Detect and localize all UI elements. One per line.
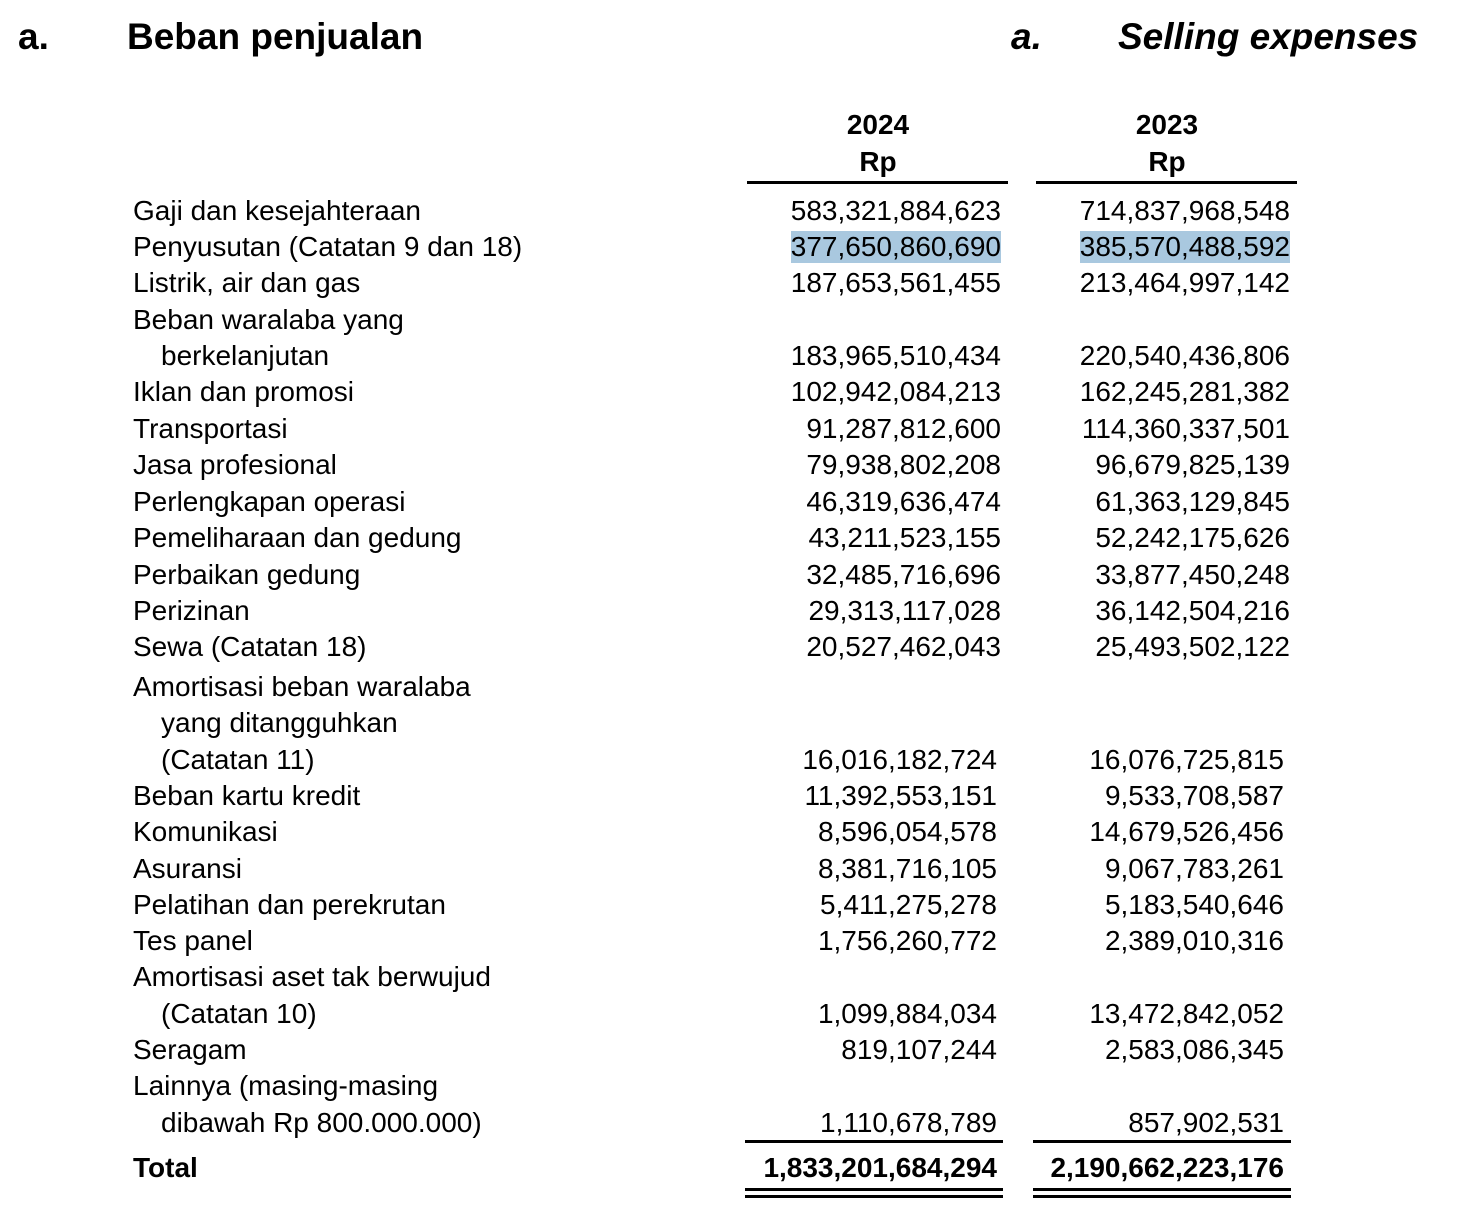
table-row (0, 304, 1464, 340)
row-label: Jasa profesional (133, 449, 337, 480)
table-row (0, 195, 1464, 231)
section-letter: a. (18, 16, 49, 57)
table-row (0, 1070, 1464, 1106)
table-row (0, 780, 1464, 816)
value-2023: 36,142,504,216 (1095, 595, 1290, 626)
row-label: Pelatihan dan perekrutan (133, 889, 446, 920)
row-label: Amortisasi beban waralaba (133, 671, 471, 702)
total-row (0, 1152, 1464, 1188)
total-double-rule-2024-b (745, 1195, 1003, 1198)
value-2024: 16,016,182,724 (802, 744, 997, 775)
row-label: Perlengkapan operasi (133, 486, 406, 517)
table-row (0, 889, 1464, 925)
total-2024: 1,833,201,684,294 (763, 1152, 997, 1183)
table-row (0, 853, 1464, 889)
value-2024: 32,485,716,696 (806, 559, 1001, 590)
row-label: Listrik, air dan gas (133, 267, 361, 298)
value-2024: 183,965,510,434 (790, 340, 1001, 371)
row-label: Perbaikan gedung (133, 559, 361, 590)
table-row (0, 816, 1464, 852)
value-2023: 857,902,531 (1128, 1107, 1284, 1138)
value-2023: 2,389,010,316 (1104, 925, 1284, 956)
value-2023: 52,242,175,626 (1095, 522, 1290, 553)
value-2023-highlighted[interactable]: 385,570,488,592 (1079, 231, 1290, 262)
value-2023: 2,583,086,345 (1104, 1034, 1284, 1065)
row-label: (Catatan 11) (161, 744, 315, 775)
table-row (0, 413, 1464, 449)
column-currency-2024: Rp (859, 146, 897, 177)
value-2024: 819,107,244 (841, 1034, 997, 1065)
value-2024: 583,321,884,623 (790, 195, 1001, 226)
table-row (0, 1034, 1464, 1070)
value-2024: 11,392,553,151 (804, 780, 997, 811)
header-underline-2024 (747, 181, 1008, 184)
value-2024: 1,756,260,772 (817, 925, 997, 956)
value-2024: 1,099,884,034 (817, 998, 997, 1029)
row-label: dibawah Rp 800.000.000) (161, 1107, 482, 1138)
value-2024: 102,942,084,213 (790, 376, 1001, 407)
subtotal-rule-2023 (1033, 1140, 1291, 1143)
table-row (0, 231, 1464, 267)
section-title-id: Beban penjualan (127, 16, 424, 57)
table-row (0, 267, 1464, 303)
row-label: (Catatan 10) (161, 998, 317, 1029)
total-double-rule-2024-a (745, 1188, 1003, 1191)
value-2023: 220,540,436,806 (1079, 340, 1290, 371)
table-row (0, 998, 1464, 1034)
column-year-2023: 2023 (1135, 109, 1199, 140)
value-2024: 8,381,716,105 (817, 853, 997, 884)
value-2024: 43,211,523,155 (808, 522, 1001, 553)
column-year-2024: 2024 (846, 109, 910, 140)
total-label: Total (133, 1152, 198, 1183)
subtotal-rule-2024 (745, 1140, 1003, 1143)
value-2024: 91,287,812,600 (806, 413, 1001, 444)
value-2023: 16,076,725,815 (1089, 744, 1284, 775)
value-2023: 162,245,281,382 (1079, 376, 1290, 407)
total-double-rule-2023-b (1033, 1195, 1291, 1198)
row-label: Iklan dan promosi (133, 376, 355, 407)
table-row (0, 961, 1464, 997)
row-label: berkelanjutan (161, 340, 330, 371)
value-2023: 5,183,540,646 (1104, 889, 1284, 920)
table-row (0, 595, 1464, 631)
value-2023: 114,360,337,501 (1081, 413, 1290, 444)
table-row (0, 707, 1464, 743)
row-label: Penyusutan (Catatan 9 dan 18) (133, 231, 523, 262)
table-row (0, 559, 1464, 595)
row-label: Asuransi (133, 853, 242, 884)
table-row (0, 925, 1464, 961)
row-label: Transportasi (133, 413, 288, 444)
row-label: Amortisasi aset tak berwujud (133, 961, 491, 992)
value-2023: 714,837,968,548 (1079, 195, 1290, 226)
row-label: Beban kartu kredit (133, 780, 361, 811)
table-row (0, 522, 1464, 558)
value-2024-highlighted[interactable]: 377,650,860,690 (790, 231, 1001, 262)
value-2024: 20,527,462,043 (806, 631, 1001, 662)
value-2023: 13,472,842,052 (1089, 998, 1284, 1029)
table-row (0, 671, 1464, 707)
value-2023: 14,679,526,456 (1089, 816, 1284, 847)
header-underline-2023 (1036, 181, 1297, 184)
value-2023: 33,877,450,248 (1095, 559, 1290, 590)
value-2024: 5,411,275,278 (820, 889, 997, 920)
row-label: Seragam (133, 1034, 247, 1065)
row-label: Pemeliharaan dan gedung (133, 522, 462, 553)
value-2024: 8,596,054,578 (817, 816, 997, 847)
table-row (0, 340, 1464, 376)
value-2023: 9,067,783,261 (1104, 853, 1284, 884)
table-row (0, 449, 1464, 485)
value-2023: 61,363,129,845 (1095, 486, 1290, 517)
row-label: Lainnya (masing-masing (133, 1070, 439, 1101)
row-label: Gaji dan kesejahteraan (133, 195, 421, 226)
row-label: Perizinan (133, 595, 250, 626)
total-double-rule-2023-a (1033, 1188, 1291, 1191)
value-2024: 1,110,678,789 (820, 1107, 997, 1138)
row-label: Beban waralaba yang (133, 304, 404, 335)
column-currency-2023: Rp (1148, 146, 1186, 177)
value-2024: 79,938,802,208 (806, 449, 1001, 480)
row-label: Tes panel (133, 925, 253, 956)
table-row (0, 1107, 1464, 1143)
total-2023: 2,190,662,223,176 (1050, 1152, 1284, 1183)
value-2024: 187,653,561,455 (790, 267, 1001, 298)
row-label: yang ditangguhkan (161, 707, 398, 738)
value-2024: 46,319,636,474 (806, 486, 1001, 517)
table-row (0, 744, 1464, 780)
value-2023: 96,679,825,139 (1095, 449, 1290, 480)
row-label: Sewa (Catatan 18) (133, 631, 367, 662)
row-label: Komunikasi (133, 816, 278, 847)
section-title-en: Selling expenses (1118, 16, 1419, 57)
table-row (0, 486, 1464, 522)
section-letter-en: a. (1011, 16, 1042, 57)
table-row (0, 376, 1464, 412)
value-2023: 9,533,708,587 (1104, 780, 1284, 811)
table-row (0, 631, 1464, 667)
value-2024: 29,313,117,028 (808, 595, 1001, 626)
value-2023: 213,464,997,142 (1079, 267, 1290, 298)
value-2023: 25,493,502,122 (1095, 631, 1290, 662)
